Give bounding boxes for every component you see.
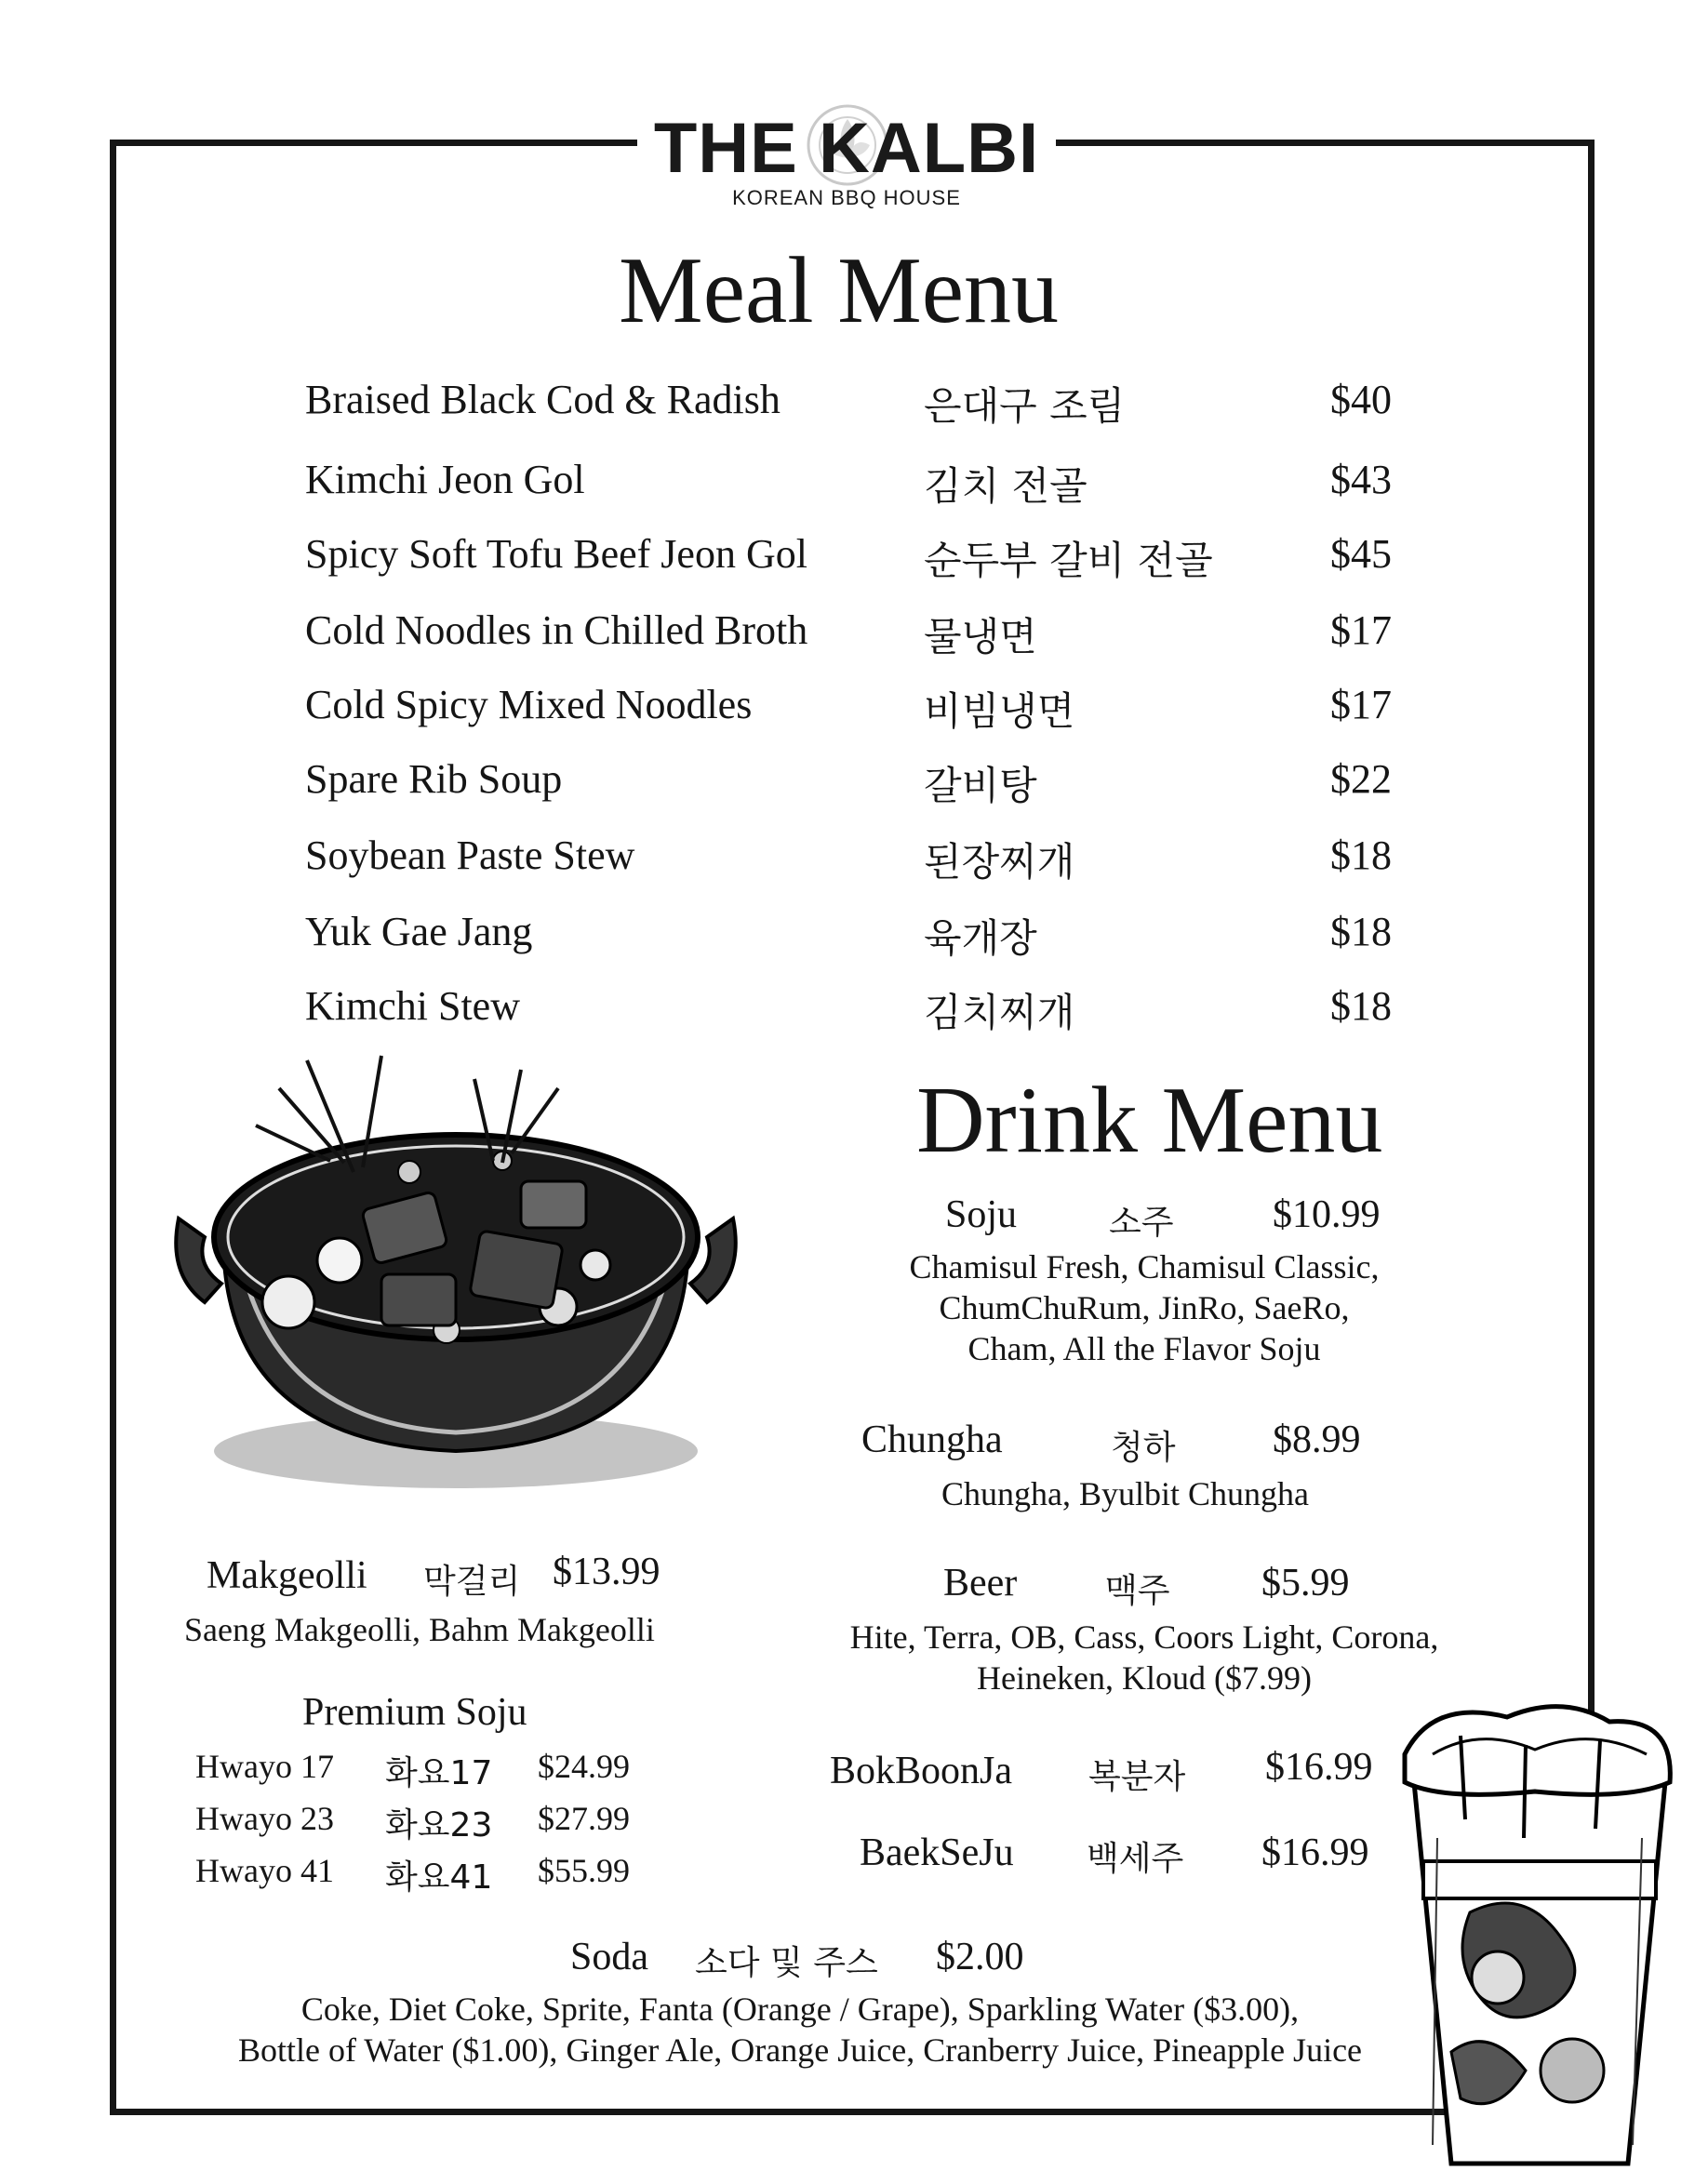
beer-glass-illustration xyxy=(1395,1698,1675,2173)
list-item: Braised Black Cod & Radish 은대구 조림 $40 xyxy=(305,377,1392,429)
premium-soju-title: Premium Soju xyxy=(302,1691,527,1734)
premium-item-name: Hwayo 41 xyxy=(195,1852,334,1889)
list-item: Cold Spicy Mixed Noodles 비빔냉면 $17 xyxy=(305,682,1392,734)
bokboonja-price: $16.99 xyxy=(1265,1746,1373,1789)
makgeolli-name: Makgeolli xyxy=(207,1554,367,1597)
bokboonja-korean: 복분자 xyxy=(1088,1758,1186,1796)
makgeolli-price: $13.99 xyxy=(553,1551,661,1593)
list-item: Soybean Paste Stew 된장찌개 $18 xyxy=(305,832,1392,885)
brand-name: THE KALBI xyxy=(653,109,1040,188)
premium-item-price: $24.99 xyxy=(538,1748,630,1785)
baekseju-price: $16.99 xyxy=(1261,1831,1369,1874)
premium-item-price: $55.99 xyxy=(538,1852,630,1889)
soju-price: $10.99 xyxy=(1273,1193,1381,1236)
beer-name: Beer xyxy=(943,1562,1018,1605)
makgeolli-korean: 막걸리 xyxy=(423,1563,521,1601)
list-item: Kimchi Jeon Gol 김치 전골 $43 xyxy=(305,457,1392,509)
chungha-price: $8.99 xyxy=(1273,1418,1361,1461)
bokboonja-name: BokBoonJa xyxy=(830,1750,1013,1792)
list-item: Spare Rib Soup 갈비탕 $22 xyxy=(305,756,1392,808)
soda-korean: 소다 및 주스 xyxy=(695,1944,878,1982)
hot-pot-illustration xyxy=(167,1051,744,1516)
beer-korean: 맥주 xyxy=(1105,1572,1170,1610)
chungha-description: Chungha, Byulbit Chungha xyxy=(941,1475,1309,1512)
meal-menu-title: Meal Menu xyxy=(619,238,1060,343)
makgeolli-description: Saeng Makgeolli, Bahm Makgeolli xyxy=(184,1611,655,1648)
soda-description: Coke, Diet Coke, Sprite, Fanta (Orange / Grape), Sparkling Water ($3.00), Bottle of Water ($1.00), Ginger Ale, Orange Juice, Cranberry Juice, Pineapple Juice xyxy=(237,1991,1363,2069)
drink-menu-title: Drink Menu xyxy=(916,1068,1383,1173)
beer-price: $5.99 xyxy=(1261,1562,1350,1605)
soju-name: Soju xyxy=(945,1193,1018,1236)
soda-price: $2.00 xyxy=(936,1936,1024,1978)
premium-item-korean: 화요23 xyxy=(385,1806,493,1844)
premium-item-price: $27.99 xyxy=(538,1800,630,1837)
list-item: Yuk Gae Jang 육개장 $18 xyxy=(305,909,1392,961)
list-item: Kimchi Stew 김치찌개 $18 xyxy=(305,983,1392,1035)
brand-logo xyxy=(637,102,1056,214)
premium-item-name: Hwayo 23 xyxy=(195,1800,334,1837)
soju-description: Chamisul Fresh, Chamisul Classic, ChumChuRum, JinRo, SaeRo, Cham, All the Flavor Soju xyxy=(909,1248,1380,1367)
baekseju-korean: 백세주 xyxy=(1087,1840,1184,1878)
soda-name: Soda xyxy=(570,1936,648,1978)
premium-item-korean: 화요17 xyxy=(385,1754,493,1792)
premium-item-name: Hwayo 17 xyxy=(195,1748,334,1785)
beer-description: Hite, Terra, OB, Cass, Coors Light, Corona, Heineken, Kloud ($7.99) xyxy=(849,1618,1439,1697)
baekseju-name: BaekSeJu xyxy=(860,1831,1014,1874)
soju-korean: 소주 xyxy=(1109,1204,1174,1242)
list-item: Cold Noodles in Chilled Broth 물냉면 $17 xyxy=(305,607,1392,659)
brand-tagline: KOREAN BBQ HOUSE xyxy=(732,186,961,209)
premium-item-korean: 화요41 xyxy=(385,1858,493,1897)
chungha-name: Chungha xyxy=(861,1418,1003,1461)
list-item: Spicy Soft Tofu Beef Jeon Gol 순두부 갈비 전골 $45 xyxy=(305,531,1392,583)
chungha-korean: 청하 xyxy=(1111,1429,1176,1467)
